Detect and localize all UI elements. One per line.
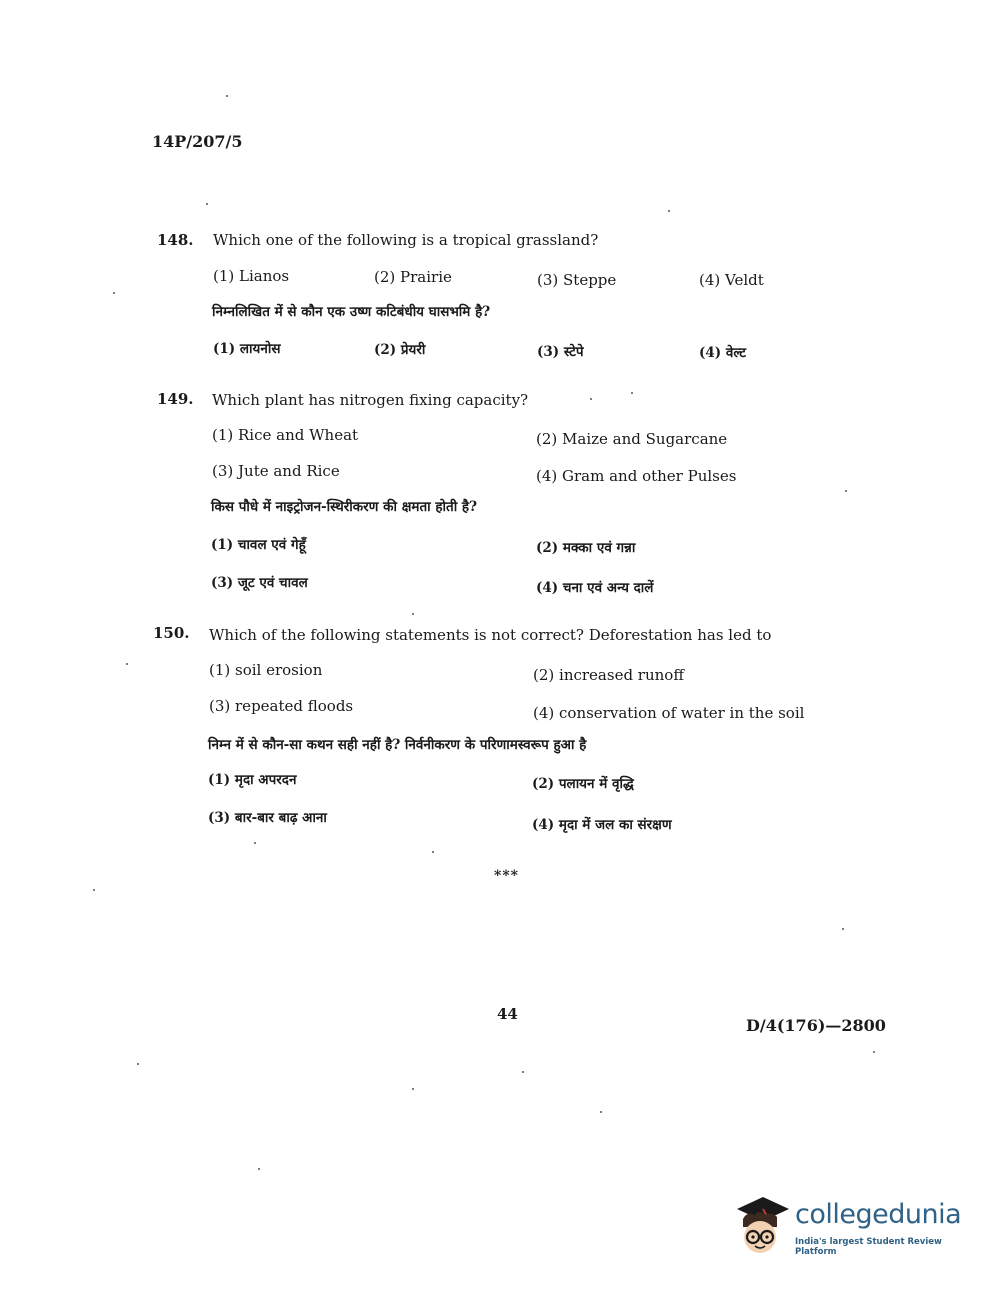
option-2: (2) increased runoff [533, 666, 684, 684]
option-1: (1) Rice and Wheat [212, 426, 359, 444]
option-3-hindi: (3) बार-बार बाढ़ आना [208, 810, 327, 826]
option-4-hindi: (4) मृदा में जल का संरक्षण [532, 817, 672, 833]
option-4: (4) Gram and other Pulses [536, 467, 737, 485]
option-4: (4) conservation of water in the soil [533, 704, 805, 722]
question-number: 148. [157, 231, 194, 249]
end-marker: *** [494, 868, 519, 884]
logo-brand: collegedunia [795, 1199, 962, 1230]
question-text-hindi: निम्नलिखित में से कौन एक उष्ण कटिबंधीय घासभमि है? [212, 304, 491, 320]
option-2-hindi: (2) मक्का एवं गन्ना [536, 540, 636, 556]
question-text-hindi: किस पौधे में नाइट्रोजन-स्थिरीकरण की क्षमता होती है? [211, 499, 477, 515]
mascot-icon [733, 1193, 793, 1263]
option-3-hindi: (3) स्टेपे [537, 344, 584, 360]
option-4: (4) Veldt [699, 271, 764, 289]
question-number: 149. [157, 390, 194, 408]
option-2: (2) Prairie [374, 268, 452, 286]
paper-code: 14P/207/5 [152, 132, 243, 151]
collegedunia-logo [733, 1193, 963, 1263]
page-number: 44 [497, 1005, 518, 1023]
print-code: D/4(176)—2800 [746, 1016, 886, 1035]
option-2-hindi: (2) प्रेयरी [374, 342, 426, 358]
question-text: Which of the following statements is not correct? Deforestation has led to [209, 626, 772, 644]
option-1-hindi: (1) चावल एवं गेहूँ [211, 537, 306, 553]
option-3: (3) Jute and Rice [212, 462, 340, 480]
option-3-hindi: (3) जूट एवं चावल [211, 575, 308, 591]
option-1-hindi: (1) मृदा अपरदन [208, 772, 297, 788]
option-1: (1) Lianos [213, 267, 290, 285]
option-1-hindi: (1) लायनोस [213, 341, 281, 357]
question-text: Which plant has nitrogen fixing capacity? [212, 391, 529, 409]
option-1: (1) soil erosion [209, 661, 323, 679]
option-4-hindi: (4) चना एवं अन्य दालें [536, 580, 654, 596]
question-text-hindi: निम्न में से कौन-सा कथन सही नहीं है? निर्वनीकरण के परिणामस्वरूप हुआ है [208, 737, 587, 753]
logo-tagline: India's largest Student Review Platform [795, 1237, 942, 1257]
question-number: 150. [153, 624, 190, 642]
option-2-hindi: (2) पलायन में वृद्धि [532, 776, 634, 792]
question-text: Which one of the following is a tropical grassland? [213, 231, 599, 249]
option-3: (3) repeated floods [209, 697, 354, 715]
option-3: (3) Steppe [537, 271, 617, 289]
option-2: (2) Maize and Sugarcane [536, 430, 728, 448]
option-4-hindi: (4) वेल्ट [699, 345, 747, 361]
